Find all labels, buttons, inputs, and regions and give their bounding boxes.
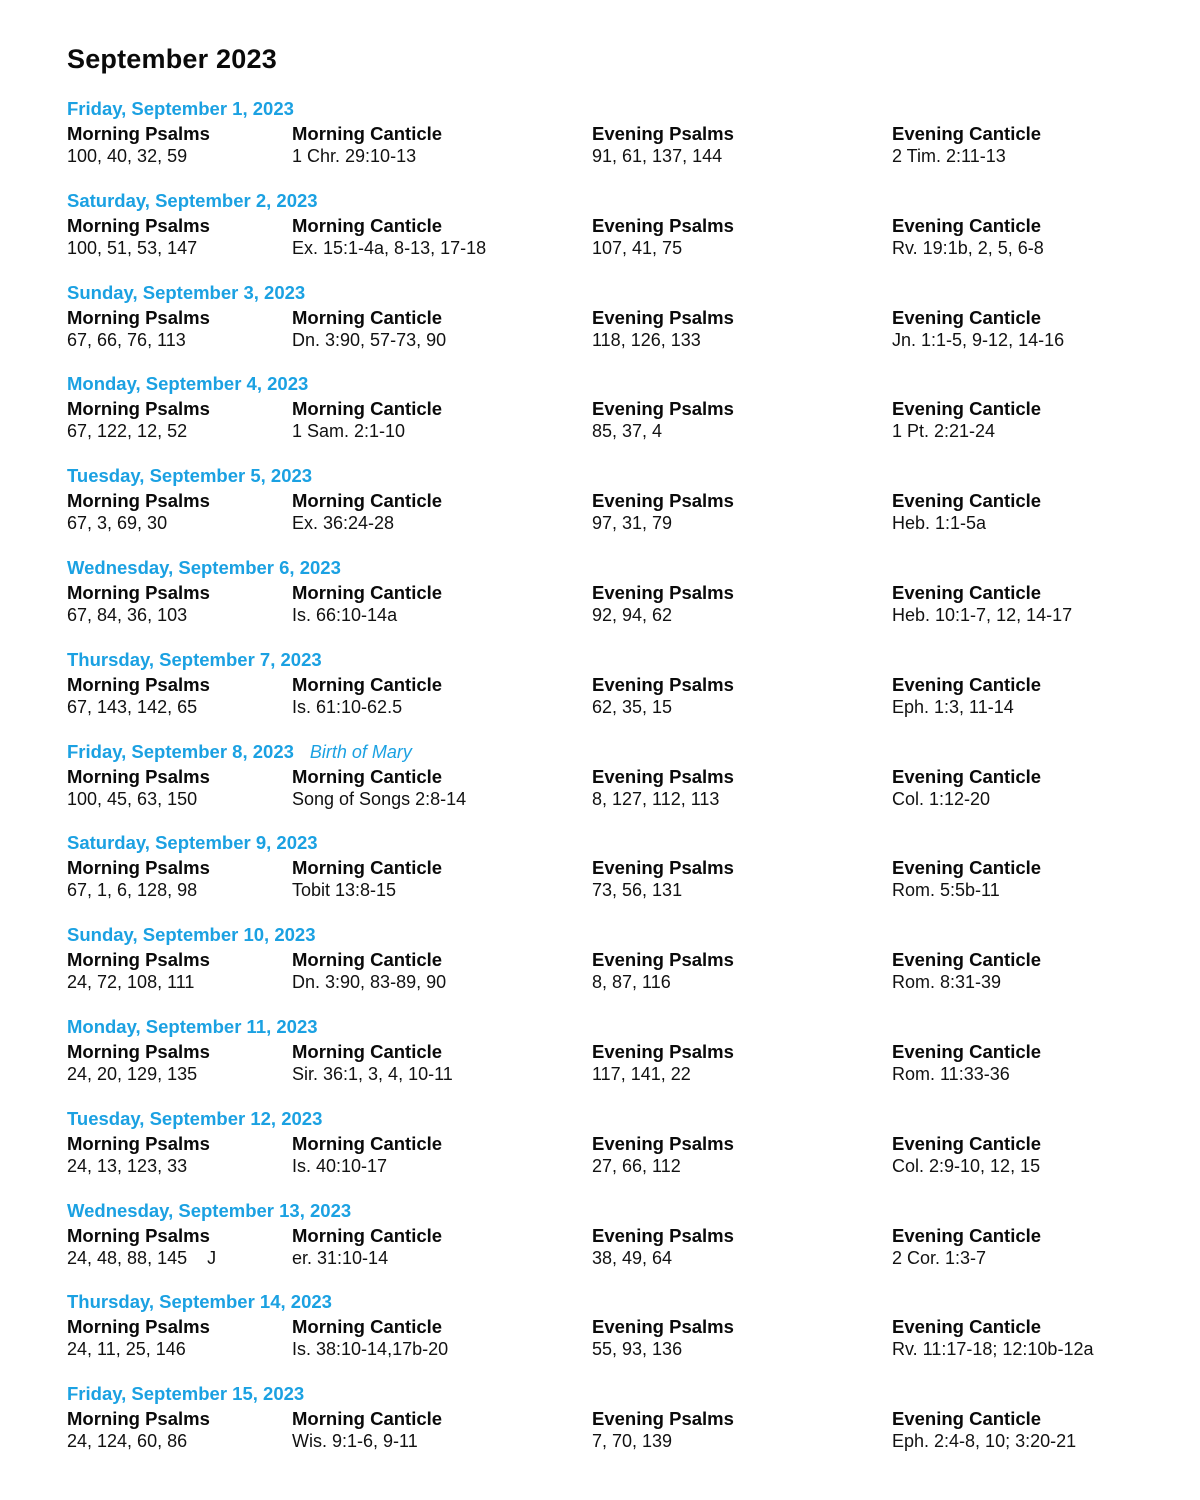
- evening-psalms-column: [592, 581, 734, 627]
- evening-canticle-value: Col. 1:12-20: [892, 788, 991, 809]
- morning-canticle-header: Morning Canticle: [292, 1224, 443, 1246]
- morning-psalms-value: 24, 13, 123, 33: [67, 1155, 188, 1176]
- day-date: Sunday, September 10, 2023: [67, 924, 316, 946]
- morning-psalms-value: 100, 51, 53, 147: [67, 237, 198, 258]
- evening-psalms-value: 97, 31, 79: [592, 513, 673, 534]
- morning-canticle-value: er. 31:10-14: [292, 1247, 389, 1268]
- evening-psalms-value: 92, 94, 62: [592, 604, 673, 625]
- morning-canticle-column: [292, 1040, 453, 1086]
- morning-psalms-header: Morning Psalms: [67, 123, 210, 144]
- evening-canticle-header: Evening Canticle: [892, 1224, 1042, 1246]
- morning-psalms-value: 67, 122, 12, 52: [67, 421, 188, 442]
- evening-canticle-value: Col. 2:9-10, 12, 15: [892, 1155, 1041, 1176]
- morning-canticle-column: [292, 948, 446, 994]
- morning-psalms-value: 67, 143, 142, 65: [67, 696, 198, 717]
- evening-psalms-column: [592, 397, 734, 443]
- day-date: Friday, September 1, 2023: [67, 98, 294, 119]
- day-date-line: [67, 190, 318, 214]
- morning-psalms-value: 24, 11, 25, 146: [67, 1339, 186, 1360]
- evening-psalms-value: 107, 41, 75: [592, 237, 683, 258]
- morning-canticle-header: Morning Canticle: [292, 857, 443, 879]
- evening-psalms-header: Evening Psalms: [592, 1408, 734, 1430]
- morning-canticle-column: [292, 765, 466, 811]
- evening-canticle-value: Rv. 11:17-18; 12:10b-12a: [892, 1339, 1094, 1360]
- morning-psalms-header: Morning Psalms: [67, 581, 210, 603]
- morning-psalms-column: [67, 397, 210, 443]
- evening-canticle-value: Rv. 19:1b, 2, 5, 6-8: [892, 237, 1044, 258]
- page-title: September 2023: [67, 44, 277, 74]
- day-date: Tuesday, September 12, 2023: [67, 1107, 323, 1129]
- feast-name: Birth of Mary: [309, 741, 412, 762]
- day-entry: [0, 465, 1200, 557]
- evening-canticle-value: 2 Tim. 2:11-13: [892, 146, 1006, 166]
- evening-psalms-header: Evening Psalms: [592, 857, 734, 879]
- day-date: Wednesday, September 13, 2023: [67, 1199, 352, 1221]
- morning-psalms-header: Morning Psalms: [67, 306, 210, 328]
- evening-canticle-header: Evening Canticle: [892, 581, 1042, 603]
- morning-psalms-value: 100, 40, 32, 59: [67, 146, 188, 166]
- morning-canticle-column: [292, 1132, 442, 1178]
- day-date-line: [67, 557, 341, 581]
- evening-canticle-column: [892, 1224, 1041, 1270]
- morning-canticle-header: Morning Canticle: [292, 949, 443, 971]
- morning-psalms-value: 24, 20, 129, 135: [67, 1063, 198, 1084]
- morning-psalms-header: Morning Psalms: [67, 1132, 210, 1154]
- evening-psalms-column: [592, 1132, 734, 1178]
- evening-psalms-value: 62, 35, 15: [592, 696, 673, 717]
- morning-psalms-value: 24, 72, 108, 111: [67, 972, 195, 993]
- evening-psalms-column: [592, 1224, 734, 1270]
- morning-psalms-value: 100, 45, 63, 150: [67, 788, 198, 809]
- morning-canticle-header: Morning Canticle: [292, 214, 443, 236]
- day-entry: [0, 832, 1200, 924]
- day-date: Friday, September 15, 2023: [67, 1383, 305, 1405]
- evening-canticle-value: Jn. 1:1-5, 9-12, 14-16: [892, 329, 1065, 350]
- morning-psalms-column: [67, 673, 210, 719]
- day-entry: [0, 98, 1200, 190]
- morning-psalms-header: Morning Psalms: [67, 398, 210, 420]
- day-date-line: [67, 1200, 351, 1224]
- evening-psalms-column: [592, 948, 734, 994]
- day-date: Thursday, September 14, 2023: [67, 1291, 332, 1313]
- morning-psalms-column: [67, 122, 210, 168]
- morning-canticle-header: Morning Canticle: [292, 1408, 443, 1430]
- morning-canticle-header: Morning Canticle: [292, 673, 443, 695]
- morning-canticle-column: [292, 1224, 442, 1270]
- evening-psalms-header: Evening Psalms: [592, 490, 734, 512]
- evening-psalms-column: [592, 306, 734, 352]
- evening-psalms-column: [592, 1407, 734, 1453]
- evening-psalms-column: [592, 1040, 734, 1086]
- evening-psalms-header: Evening Psalms: [592, 1132, 734, 1154]
- morning-psalms-header: Morning Psalms: [67, 214, 210, 236]
- morning-canticle-value: Is. 66:10-14a: [292, 604, 398, 625]
- day-entry: [0, 1200, 1200, 1292]
- morning-canticle-column: [292, 1315, 448, 1361]
- day-date: Monday, September 4, 2023: [67, 373, 309, 395]
- morning-canticle-column: [292, 489, 442, 535]
- morning-psalms-column: [67, 765, 210, 811]
- day-date: Sunday, September 3, 2023: [67, 281, 306, 303]
- day-date-line: [67, 1383, 304, 1407]
- day-entry: [0, 924, 1200, 1016]
- day-date: Saturday, September 2, 2023: [67, 189, 318, 211]
- day-entry: [0, 282, 1200, 374]
- day-date: Tuesday, September 5, 2023: [67, 465, 313, 487]
- day-entry: [0, 1108, 1200, 1200]
- day-date: Thursday, September 7, 2023: [67, 648, 322, 670]
- morning-canticle-column: [292, 1407, 442, 1453]
- evening-psalms-value: 85, 37, 4: [592, 421, 663, 442]
- evening-psalms-column: [592, 214, 734, 260]
- evening-psalms-value: 38, 49, 64: [592, 1247, 673, 1268]
- day-date-line: [67, 649, 322, 673]
- evening-canticle-header: Evening Canticle: [892, 765, 1042, 787]
- evening-canticle-header: Evening Canticle: [892, 1040, 1042, 1062]
- day-date-line: [67, 282, 305, 306]
- morning-psalms-column: [67, 1315, 210, 1361]
- evening-psalms-header: Evening Psalms: [592, 1040, 734, 1062]
- evening-canticle-header: Evening Canticle: [892, 1316, 1042, 1338]
- evening-canticle-column: [892, 397, 1041, 443]
- evening-psalms-value: 73, 56, 131: [592, 880, 683, 901]
- morning-canticle-value: Is. 61:10-62.5: [292, 696, 403, 717]
- morning-psalms-value: 24, 124, 60, 86: [67, 1431, 188, 1452]
- evening-canticle-value: Rom. 11:33-36: [892, 1063, 1010, 1084]
- morning-canticle-column: [292, 397, 442, 443]
- evening-canticle-column: [892, 1132, 1041, 1178]
- evening-psalms-header: Evening Psalms: [592, 1224, 734, 1246]
- evening-psalms-value: 27, 66, 112: [592, 1155, 681, 1176]
- evening-psalms-value: 55, 93, 136: [592, 1339, 683, 1360]
- evening-psalms-header: Evening Psalms: [592, 765, 734, 787]
- morning-psalms-header: Morning Psalms: [67, 490, 210, 512]
- evening-psalms-header: Evening Psalms: [592, 673, 734, 695]
- morning-psalms-column: [67, 1040, 210, 1086]
- evening-psalms-header: Evening Psalms: [592, 123, 734, 144]
- day-date-line: [67, 924, 316, 948]
- morning-psalms-header: Morning Psalms: [67, 857, 210, 879]
- morning-psalms-value: 67, 66, 76, 113: [67, 329, 186, 350]
- morning-psalms-header: Morning Psalms: [67, 765, 210, 787]
- evening-canticle-header: Evening Canticle: [892, 1408, 1042, 1430]
- morning-canticle-value: Dn. 3:90, 83-89, 90: [292, 972, 447, 993]
- evening-canticle-header: Evening Canticle: [892, 214, 1042, 236]
- day-entry: [0, 1016, 1200, 1108]
- day-date-line: [67, 1291, 332, 1315]
- morning-canticle-value: Dn. 3:90, 57-73, 90: [292, 329, 447, 350]
- evening-psalms-value: 117, 141, 22: [592, 1063, 691, 1084]
- morning-psalms-column: [67, 1407, 210, 1453]
- evening-canticle-value: Rom. 8:31-39: [892, 972, 1002, 993]
- evening-canticle-value: Eph. 2:4-8, 10; 3:20-21: [892, 1431, 1077, 1452]
- evening-canticle-header: Evening Canticle: [892, 123, 1042, 144]
- day-entry: [0, 190, 1200, 282]
- day-date-line: [67, 465, 312, 489]
- morning-psalms-header: Morning Psalms: [67, 1316, 210, 1338]
- morning-canticle-value: Is. 38:10-14,17b-20: [292, 1339, 449, 1360]
- evening-canticle-value: Rom. 5:5b-11: [892, 880, 1000, 901]
- day-list: [0, 98, 1200, 1475]
- morning-psalms-header: Morning Psalms: [67, 1224, 210, 1246]
- morning-canticle-value: Sir. 36:1, 3, 4, 10-11: [292, 1063, 453, 1084]
- morning-canticle-value: Ex. 15:1-4a, 8-13, 17-18: [292, 237, 487, 258]
- evening-canticle-value: Heb. 10:1-7, 12, 14-17: [892, 604, 1073, 625]
- morning-canticle-header: Morning Canticle: [292, 765, 443, 787]
- evening-canticle-header: Evening Canticle: [892, 490, 1042, 512]
- morning-canticle-header: Morning Canticle: [292, 1040, 443, 1062]
- evening-psalms-value: 91, 61, 137, 144: [592, 146, 723, 166]
- evening-psalms-header: Evening Psalms: [592, 949, 734, 971]
- morning-psalms-value: 24, 48, 88, 145 J: [67, 1247, 217, 1268]
- day-date-line: [67, 1108, 322, 1132]
- morning-psalms-column: [67, 306, 210, 352]
- evening-psalms-column: [592, 122, 734, 168]
- day-entry: [0, 741, 1200, 833]
- evening-canticle-column: [892, 214, 1044, 260]
- evening-canticle-header: Evening Canticle: [892, 857, 1042, 879]
- morning-canticle-header: Morning Canticle: [292, 398, 443, 420]
- evening-canticle-header: Evening Canticle: [892, 1132, 1042, 1154]
- day-date-line: [67, 1016, 318, 1040]
- morning-psalms-header: Morning Psalms: [67, 673, 210, 695]
- evening-psalms-value: 8, 127, 112, 113: [592, 788, 720, 809]
- morning-psalms-value: 67, 1, 6, 128, 98: [67, 880, 198, 901]
- day-entry: [0, 557, 1200, 649]
- evening-canticle-column: [892, 489, 1041, 535]
- morning-canticle-header: Morning Canticle: [292, 123, 443, 144]
- day-entry: [0, 373, 1200, 465]
- morning-canticle-column: [292, 122, 442, 168]
- morning-canticle-column: [292, 214, 486, 260]
- morning-canticle-value: 1 Sam. 2:1-10: [292, 421, 406, 442]
- morning-psalms-value: 67, 3, 69, 30: [67, 513, 168, 534]
- evening-canticle-column: [892, 306, 1064, 352]
- evening-psalms-header: Evening Psalms: [592, 306, 734, 328]
- evening-canticle-column: [892, 1040, 1041, 1086]
- morning-canticle-header: Morning Canticle: [292, 306, 443, 328]
- morning-psalms-header: Morning Psalms: [67, 1408, 210, 1430]
- morning-psalms-column: [67, 489, 210, 535]
- morning-psalms-column: [67, 1224, 216, 1270]
- day-date: Friday, September 8, 2023: [67, 740, 294, 762]
- morning-psalms-column: [67, 856, 210, 902]
- morning-canticle-column: [292, 673, 442, 719]
- morning-canticle-value: Wis. 9:1-6, 9-11: [292, 1431, 418, 1452]
- morning-canticle-column: [292, 581, 442, 627]
- morning-canticle-value: Ex. 36:24-28: [292, 513, 395, 534]
- morning-psalms-column: [67, 1132, 210, 1178]
- evening-canticle-column: [892, 948, 1041, 994]
- evening-psalms-header: Evening Psalms: [592, 398, 734, 420]
- evening-psalms-value: 118, 126, 133: [592, 329, 701, 350]
- morning-psalms-header: Morning Psalms: [67, 949, 210, 971]
- evening-canticle-column: [892, 581, 1072, 627]
- evening-canticle-column: [892, 673, 1041, 719]
- morning-psalms-column: [67, 581, 210, 627]
- morning-canticle-header: Morning Canticle: [292, 1316, 443, 1338]
- evening-psalms-header: Evening Psalms: [592, 1316, 734, 1338]
- morning-psalms-column: [67, 948, 210, 994]
- morning-psalms-header: Morning Psalms: [67, 1040, 210, 1062]
- morning-canticle-column: [292, 306, 446, 352]
- evening-canticle-header: Evening Canticle: [892, 949, 1042, 971]
- day-date-line: [67, 832, 318, 856]
- evening-canticle-value: 2 Cor. 1:3-7: [892, 1247, 987, 1268]
- morning-psalms-column: [67, 214, 210, 260]
- morning-canticle-header: Morning Canticle: [292, 581, 443, 603]
- day-entry: [0, 1291, 1200, 1383]
- morning-canticle-value: 1 Chr. 29:10-13: [292, 146, 417, 166]
- morning-canticle-header: Morning Canticle: [292, 1132, 443, 1154]
- morning-canticle-value: Is. 40:10-17: [292, 1155, 388, 1176]
- evening-canticle-header: Evening Canticle: [892, 673, 1042, 695]
- day-entry: [0, 1383, 1200, 1475]
- evening-canticle-header: Evening Canticle: [892, 398, 1042, 420]
- evening-psalms-value: 8, 87, 116: [592, 972, 671, 993]
- day-date-line: [67, 98, 294, 122]
- day-date: Saturday, September 9, 2023: [67, 832, 318, 854]
- day-date: Wednesday, September 6, 2023: [67, 556, 341, 578]
- morning-canticle-value: Tobit 13:8-15: [292, 880, 397, 901]
- morning-canticle-header: Morning Canticle: [292, 490, 443, 512]
- day-date: Monday, September 11, 2023: [67, 1015, 318, 1037]
- morning-canticle-column: [292, 856, 442, 902]
- evening-canticle-column: [892, 765, 1041, 811]
- morning-psalms-value: 67, 84, 36, 103: [67, 604, 188, 625]
- evening-canticle-column: [892, 856, 1041, 902]
- evening-psalms-header: Evening Psalms: [592, 214, 734, 236]
- evening-canticle-column: [892, 122, 1041, 168]
- evening-canticle-value: 1 Pt. 2:21-24: [892, 421, 996, 442]
- evening-psalms-header: Evening Psalms: [592, 581, 734, 603]
- day-entry: [0, 649, 1200, 741]
- evening-psalms-column: [592, 765, 734, 811]
- evening-canticle-column: [892, 1407, 1076, 1453]
- evening-psalms-column: [592, 1315, 734, 1361]
- morning-canticle-value: Song of Songs 2:8-14: [292, 788, 467, 809]
- day-date-line: [67, 741, 412, 765]
- evening-canticle-header: Evening Canticle: [892, 306, 1042, 328]
- evening-psalms-column: [592, 673, 734, 719]
- evening-psalms-column: [592, 856, 734, 902]
- evening-canticle-column: [892, 1315, 1093, 1361]
- evening-psalms-value: 7, 70, 139: [592, 1431, 673, 1452]
- evening-canticle-value: Eph. 1:3, 11-14: [892, 696, 1014, 717]
- evening-psalms-column: [592, 489, 734, 535]
- evening-canticle-value: Heb. 1:1-5a: [892, 513, 987, 534]
- day-date-line: [67, 373, 308, 397]
